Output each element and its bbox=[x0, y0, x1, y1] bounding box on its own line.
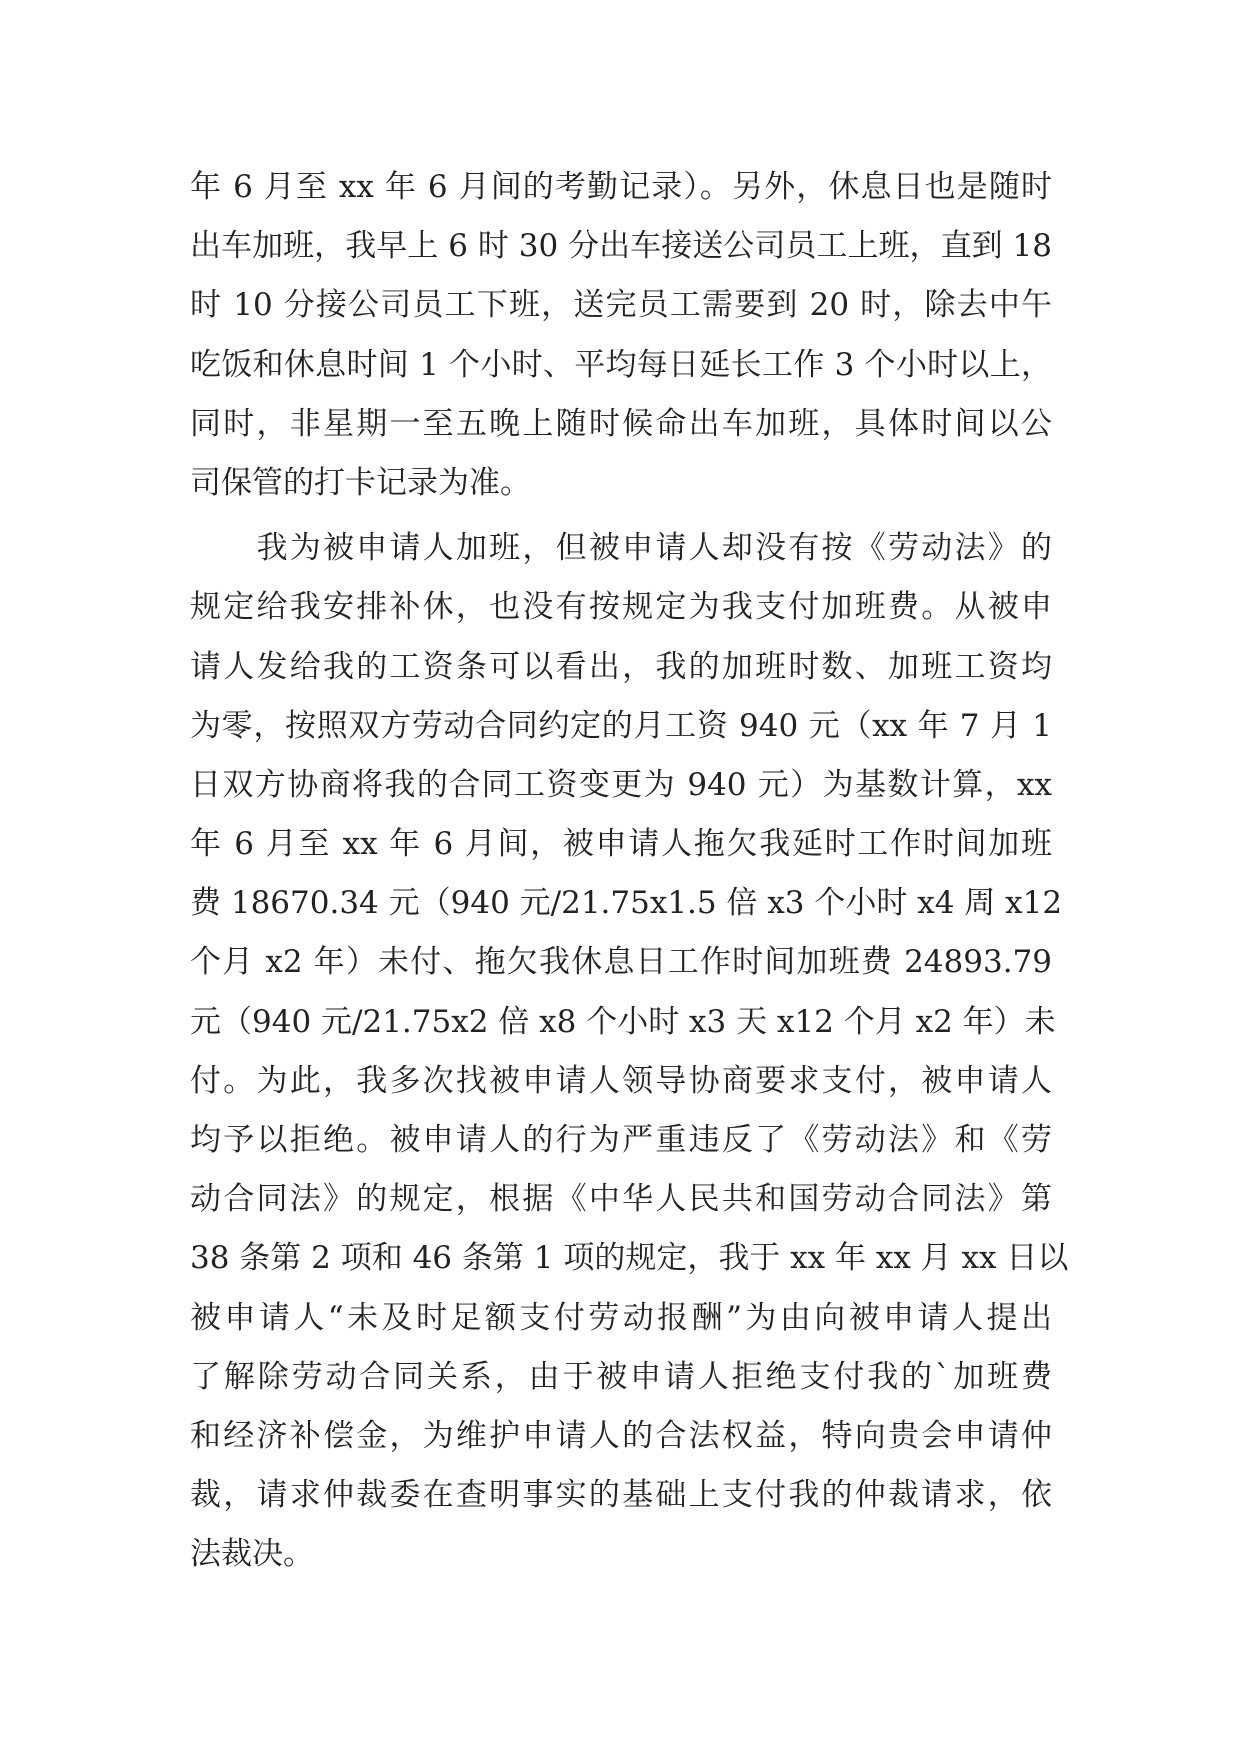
paragraph-2 bbox=[190, 519, 1069, 1584]
text-line: 元（940 元/21.75x2 倍 x8 个小时 x3 天 x12 个月 x2 年）未 bbox=[190, 1003, 1056, 1040]
text-line: 费 18670.34 元（940 元/21.75x1.5 倍 x3 个小时 x4 周 x12 bbox=[190, 885, 1063, 922]
text-line: 付。为此，我多次找被申请人领导协商要求支付，被申请人 bbox=[190, 1062, 1052, 1099]
text-line: 年 6 月至 xx 年 6 月间，被申请人拖欠我延时工作时间加班 bbox=[190, 826, 1052, 863]
text-line: 请人发给我的工资条可以看出，我的加班时数、加班工资均 bbox=[190, 648, 1052, 685]
text-line: 出车加班，我早上 6 时 30 分出车接送公司员工上班，直到 18 bbox=[190, 228, 1052, 265]
text-line: 为零，按照双方劳动合同约定的月工资 940 元（xx 年 7 月 1 bbox=[190, 707, 1052, 744]
text-line: 我为被申请人加班，但被申请人却没有按《劳动法》的 bbox=[190, 530, 1052, 567]
text-line: 规定给我安排补休，也没有按规定为我支付加班费。从被申 bbox=[190, 589, 1052, 626]
text-line: 时 10 分接公司员工下班，送完员工需要到 20 时，除去中午 bbox=[190, 287, 1052, 324]
text-line: 吃饭和休息时间 1 个小时、平均每日延长工作 3 个小时以上， bbox=[190, 346, 1052, 383]
text-line: 个月 x2 年）未付、拖欠我休息日工作时间加班费 24893.79 bbox=[190, 944, 1052, 981]
text-line: 被申请人“未及时足额支付劳动报酬”为由向被申请人提出 bbox=[190, 1299, 1052, 1336]
text-line: 了解除劳动合同关系，由于被申请人拒绝支付我的`加班费 bbox=[190, 1358, 1052, 1395]
text-line: 法裁决。 bbox=[190, 1536, 314, 1573]
text-line: 动合同法》的规定，根据《中华人民共和国劳动合同法》第 bbox=[190, 1181, 1052, 1218]
text-line: 日双方协商将我的合同工资变更为 940 元）为基数计算，xx bbox=[190, 766, 1052, 803]
text-line: 均予以拒绝。被申请人的行为严重违反了《劳动法》和《劳 bbox=[190, 1122, 1052, 1158]
text-line: 年 6 月至 xx 年 6 月间的考勤记录）。另外，休息日也是随时 bbox=[190, 169, 1052, 205]
text-line: 和经济补偿金，为维护申请人的合法权益，特向贵会申请仲 bbox=[190, 1417, 1052, 1454]
text-line: 38 条第 2 项和 46 条第 1 项的规定，我于 xx 年 xx 月 xx 日以 bbox=[190, 1240, 1069, 1277]
text-line: 司保管的打卡记录为准。 bbox=[190, 464, 531, 501]
text-line: 裁，请求仲裁委在查明事实的基础上支付我的仲裁请求，依 bbox=[190, 1477, 1052, 1514]
paragraph-1 bbox=[190, 158, 1052, 513]
text-line: 同时，非星期一至五晚上随时候命出车加班，具体时间以公 bbox=[190, 405, 1052, 442]
document-page bbox=[190, 158, 1069, 1585]
